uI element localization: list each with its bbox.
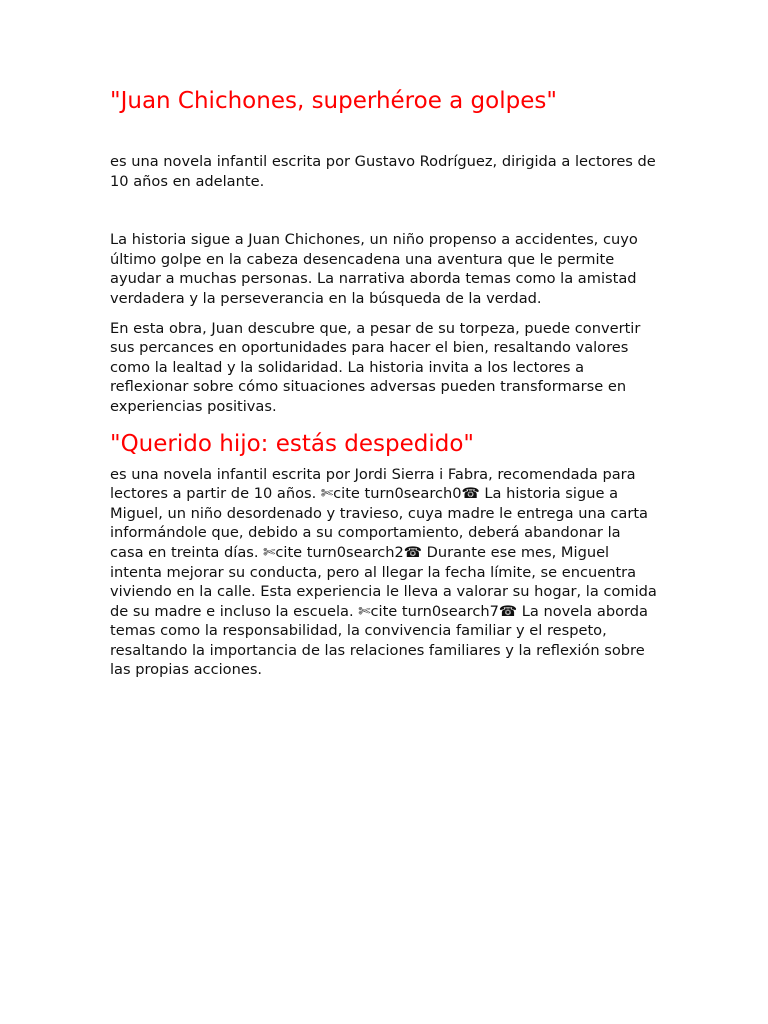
book-title-juan-chichones: "Juan Chichones, superhéroe a golpes": [110, 88, 557, 114]
paragraph-book-1-plot: La historia sigue a Juan Chichones, un niño propenso a accidentes, cuyo último golpe en la cabeza desencadena una aventura que le permite ayudar a muchas personas. La narrativa aborda temas como la amistad verdadera y la perseverancia en la búsqueda de la verdad.: [110, 231, 638, 307]
document-page: [110, 84, 658, 680]
paragraph-book-2-summary: es una novela infantil escrita por Jordi Sierra i Fabra, recomendada para lectores a partir de 10 años. ✄cite turn0search0☎ La historia sigue a Miguel, un niño desordenado y travieso, cuya madre le entrega una carta informándole que, debido a su comportamiento, deberá abandonar la casa en treinta días. ✄cite turn0search2☎ Durante ese mes, Miguel intenta mejorar su conducta, pero al llegar la fecha límite, se encuentra viviendo en la calle. Esta experiencia le lleva a valorar su hogar, la comida de su madre e incluso la escuela. ✄cite turn0search7☎ La novela aborda temas como la responsabilidad, la convivencia familiar y el respeto, resaltando la importancia de las relaciones familiares y la reflexión sobre las propias acciones.: [110, 465, 657, 679]
paragraph-book-1-values: En esta obra, Juan descubre que, a pesar de su torpeza, puede convertir sus percances en oportunidades para hacer el bien, resaltando valores como la lealtad y la solidaridad. La historia invita a los lectores a reflexionar sobre cómo situaciones adversas pueden transformarse en experiencias positivas.: [110, 319, 641, 415]
paragraph-book-1-intro: es una novela infantil escrita por Gustavo Rodríguez, dirigida a lectores de 10 años en adelante.: [110, 153, 656, 190]
book-title-querido-hijo: "Querido hijo: estás despedido": [110, 430, 474, 457]
